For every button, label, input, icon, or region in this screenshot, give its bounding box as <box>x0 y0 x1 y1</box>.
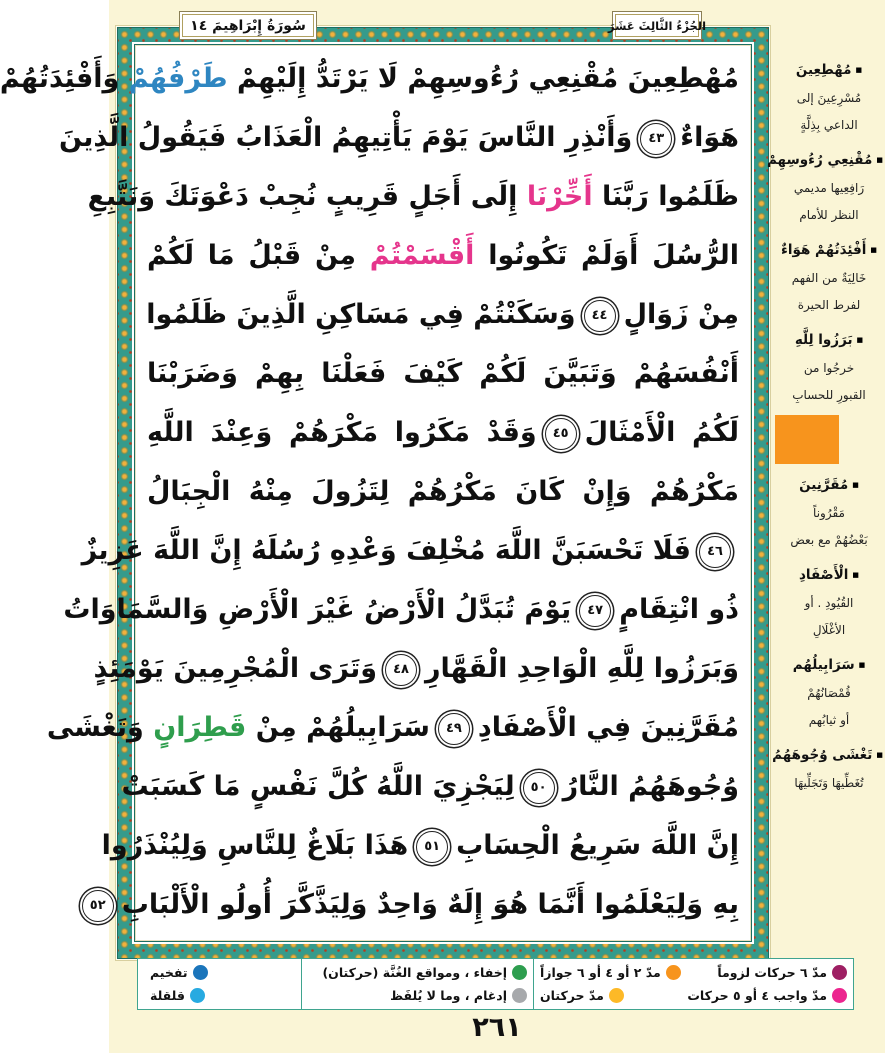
quran-line <box>46 698 739 757</box>
quran-text-segment: إِلَى أَجَلٍ قَرِيبٍ نُجِبْ دَعْوَتَكَ وَنَتَّبِعِ <box>87 181 527 212</box>
quran-line <box>58 108 739 167</box>
quran-line <box>147 226 739 285</box>
legend-label: مدّ ٦ حركات لزوماً <box>717 965 827 980</box>
quran-text-segment: وُجُوهَهُمُ النَّارُ <box>562 771 739 802</box>
legend-row <box>308 984 527 1007</box>
margin-glossary <box>766 55 883 803</box>
quran-text-segment: أَقْسَمْتُمْ <box>369 240 475 271</box>
glossary-term: ■ الْأَصْفَادِ <box>775 560 883 590</box>
quran-text-segment: أَنْفُسَهُمْ وَتَبَيَّنَ لَكُمْ كَيْفَ فَعَلْنَا بِهِمْ وَضَرَبْنَا <box>147 358 739 389</box>
legend-group-ghunnah-rules <box>301 959 533 1009</box>
legend-color-dot <box>832 965 847 980</box>
quran-text-segment: أَخِّرْنَا <box>526 181 593 212</box>
legend-color-dot <box>832 988 847 1003</box>
legend-row <box>540 984 847 1007</box>
legend-item <box>540 965 681 980</box>
glossary-definition: خرجُوا من <box>803 361 855 375</box>
legend-label: مدّ ٢ أو ٤ أو ٦ جوازاً <box>540 965 661 980</box>
ayah-number-medallion: ٤٥ <box>545 418 577 450</box>
quran-text-segment: مُهْطِعِينَ مُقْنِعِي رُءُوسِهِمْ لَا يَرْتَدُّ إِلَيْهِمْ <box>227 63 739 94</box>
legend-label: إدغام ، وما لا يُلفَظ <box>390 988 507 1003</box>
legend-color-dot <box>609 988 624 1003</box>
glossary-note <box>775 470 883 554</box>
quran-text <box>0 45 751 941</box>
quran-text-segment: لَكُمُ الْأَمْثَالَ <box>584 417 740 448</box>
glossary-note <box>775 560 883 644</box>
legend-color-dot <box>193 965 208 980</box>
quran-text-segment: وَأَنْذِرِ النَّاسَ يَوْمَ يَأْتِيهِمُ الْعَذَابُ فَيَقُولُ الَّذِينَ <box>58 122 633 153</box>
legend-row <box>540 961 847 984</box>
glossary-definition: خَالِيَةٌ من الفهم <box>791 271 867 285</box>
quran-line <box>89 875 739 934</box>
quran-line <box>93 639 739 698</box>
surah-title-box <box>179 11 317 40</box>
glossary-note <box>775 55 883 139</box>
quran-text-segment: قَطِرَانٍ <box>153 712 247 743</box>
glossary-definition: لفرط الحيرة <box>797 298 861 312</box>
glossary-definition: أو ثيابُهم <box>808 713 850 727</box>
legend-item <box>717 965 847 980</box>
legend-label: قلقلة <box>150 988 185 1003</box>
glossary-definition: رَافِعِيها مديمي <box>793 181 865 195</box>
legend-label: إخفاء ، ومواقع الغُنَّة (حركتان) <box>322 965 507 980</box>
ayah-number-medallion: ٥٠ <box>523 772 555 804</box>
legend-row <box>150 984 295 1007</box>
quran-text-segment: هَذَا بَلَاغٌ لِلنَّاسِ وَلِيُنْذَرُوا <box>101 830 409 861</box>
glossary-definition: مَقْرُوناً <box>813 506 845 520</box>
legend-item <box>150 988 205 1003</box>
glossary-definition: تُغَطِّيهَا وَتَجَلِّيهَا <box>794 776 864 790</box>
glossary-definition: النظر للأمام <box>799 208 859 222</box>
quran-text-segment: مَكْرُهُمْ وَإِنْ كَانَ مَكْرُهُمْ لِتَزُولَ مِنْهُ الْجِبَالُ <box>147 476 739 507</box>
legend-color-dot <box>666 965 681 980</box>
glossary-definition: مُسْرِعِينَ إلى <box>796 91 862 105</box>
legend-color-dot <box>512 988 527 1003</box>
legend-row <box>308 961 527 984</box>
legend-label: مدّ واجب ٤ أو ٥ حركات <box>687 988 827 1003</box>
legend-item <box>150 965 208 980</box>
orange-highlight-marker <box>775 415 839 464</box>
legend-label: مدّ حركتان <box>540 988 604 1003</box>
quran-text-segment: وَأَفْئِدَتُهُمْ <box>0 63 129 94</box>
quran-text-segment: لِيَجْزِيَ اللَّهُ كُلَّ نَفْسٍ مَا كَسَبَتْ <box>121 771 515 802</box>
quran-text-segment: فَلَا تَحْسَبَنَّ اللَّهَ مُخْلِفَ وَعْدِهِ رُسُلَهُ إِنَّ اللَّهَ عَزِيزٌ <box>81 535 691 566</box>
legend-row <box>150 961 295 984</box>
quran-text-segment: يَوْمَ تُبَدَّلُ الْأَرْضُ غَيْرَ الْأَرْضِ وَالسَّمَاوَاتُ <box>63 594 572 625</box>
legend-color-dot <box>190 988 205 1003</box>
quran-line <box>63 580 739 639</box>
legend-label: تفخيم <box>150 965 188 980</box>
quran-text-segment: وَسَكَنْتُمْ فِي مَسَاكِنِ الَّذِينَ ظَلَمُوا <box>146 299 576 330</box>
quran-text-segment: ذُو انْتِقَامٍ <box>619 594 739 625</box>
ayah-number-medallion: ٤٩ <box>438 713 470 745</box>
ayah-number-medallion: ٤٣ <box>640 123 672 155</box>
ayah-number-medallion: ٤٧ <box>579 595 611 627</box>
quran-line <box>101 816 739 875</box>
juz-title-box <box>607 11 707 40</box>
quran-line <box>121 757 739 816</box>
glossary-note <box>766 145 883 229</box>
glossary-term: ■ بَرَزُوا لِلَّهِ <box>775 325 883 355</box>
quran-text-segment: وَتَغْشَى <box>46 712 154 743</box>
ayah-number-medallion: ٤٤ <box>584 300 616 332</box>
legend-item <box>390 988 527 1003</box>
text-area-panel <box>0 44 752 942</box>
juz-title-label: الجُزْءُ الثَّالِثَ عَشَرَ <box>607 18 707 33</box>
glossary-note <box>775 235 883 319</box>
ayah-number-medallion: ٥١ <box>416 831 448 863</box>
legend-color-dot <box>512 965 527 980</box>
quran-line <box>147 285 739 344</box>
glossary-term: ■ مُهْطِعِينَ <box>775 55 883 85</box>
quran-text-segment: وَتَرَى الْمُجْرِمِينَ يَوْمَئِذٍ <box>93 653 377 684</box>
quran-line <box>147 403 739 462</box>
quran-text-segment: مُقَرَّنِينَ فِي الْأَصْفَادِ <box>477 712 739 743</box>
glossary-term: ■ أَفْئِدَتُهُمْ هَوَاءٌ <box>775 235 883 265</box>
legend-item <box>540 988 624 1003</box>
glossary-term: ■ تَغْشَى وُجُوهَهُمُ <box>775 740 883 770</box>
quran-text-segment: ظَلَمُوا رَبَّنَا <box>592 181 739 212</box>
quran-text-segment: إِنَّ اللَّهَ سَرِيعُ الْحِسَابِ <box>456 830 739 861</box>
legend-item <box>322 965 527 980</box>
glossary-term: ■ سَرَابِيلُهُم <box>775 650 883 680</box>
quran-text-segment: مِنْ قَبْلُ مَا لَكُمْ <box>147 240 370 271</box>
quran-text-segment: سَرَابِيلُهُمْ مِنْ <box>246 712 430 743</box>
quran-text-segment: مِنْ زَوَالٍ <box>623 299 739 330</box>
glossary-term: ■ مُقَرَّنِينَ <box>775 470 883 500</box>
ayah-number-medallion: ٥٢ <box>82 890 114 922</box>
ayah-number-medallion: ٤٦ <box>699 536 731 568</box>
surah-title-label: سُورَةُ إِبْرَاهِيمَ ١٤ <box>190 17 306 34</box>
glossary-definition: قُمْصَانُهُمْ <box>807 686 851 700</box>
quran-line <box>0 49 739 108</box>
quran-text-segment: هَوَاءٌ <box>680 122 739 153</box>
quran-text-segment: وَبَرَزُوا لِلَّهِ الْوَاحِدِ الْقَهَّارِ <box>425 653 739 684</box>
glossary-definition: بَعْضُهُمْ مع بعض <box>790 533 868 547</box>
legend-group-madd-rules <box>533 959 853 1009</box>
legend-group-tafkheem-rules <box>144 959 301 1009</box>
ayah-number-medallion: ٤٨ <box>385 654 417 686</box>
quran-text-segment: الرُّسُلَ أَوَلَمْ تَكُونُوا <box>474 240 739 271</box>
page-number: ٢٦١ <box>472 1012 522 1043</box>
glossary-note <box>775 325 883 409</box>
glossary-definition: القُيُودِ . أو <box>804 596 854 610</box>
quran-line <box>87 167 739 226</box>
glossary-definition: الداعي بِذِلَّةٍ <box>800 118 858 132</box>
glossary-definition: الأغْلَالِ <box>812 623 846 637</box>
quran-line <box>147 462 739 521</box>
quran-text-segment: وَقَدْ مَكَرُوا مَكْرَهُمْ وَعِنْدَ اللَّهِ <box>147 417 537 448</box>
tajweed-legend <box>137 958 854 1010</box>
glossary-note <box>772 740 883 797</box>
ornamental-frame-border <box>0 27 769 959</box>
quran-line <box>81 521 739 580</box>
glossary-definition: القبورِ للحسابِ <box>792 388 866 402</box>
legend-item <box>687 988 847 1003</box>
quran-line <box>147 344 739 403</box>
glossary-term: ■ مُقْنِعِي رُءُوسِهِمْ <box>775 145 883 175</box>
quran-text-segment: طَرْفُهُمْ <box>128 63 228 94</box>
quran-text-segment: بِهِ وَلِيَعْلَمُوا أَنَّمَا هُوَ إِلَهٌ وَاحِدٌ وَلِيَذَّكَّرَ أُولُو الْأَلْبَابِ <box>121 889 739 920</box>
glossary-note <box>775 650 883 734</box>
